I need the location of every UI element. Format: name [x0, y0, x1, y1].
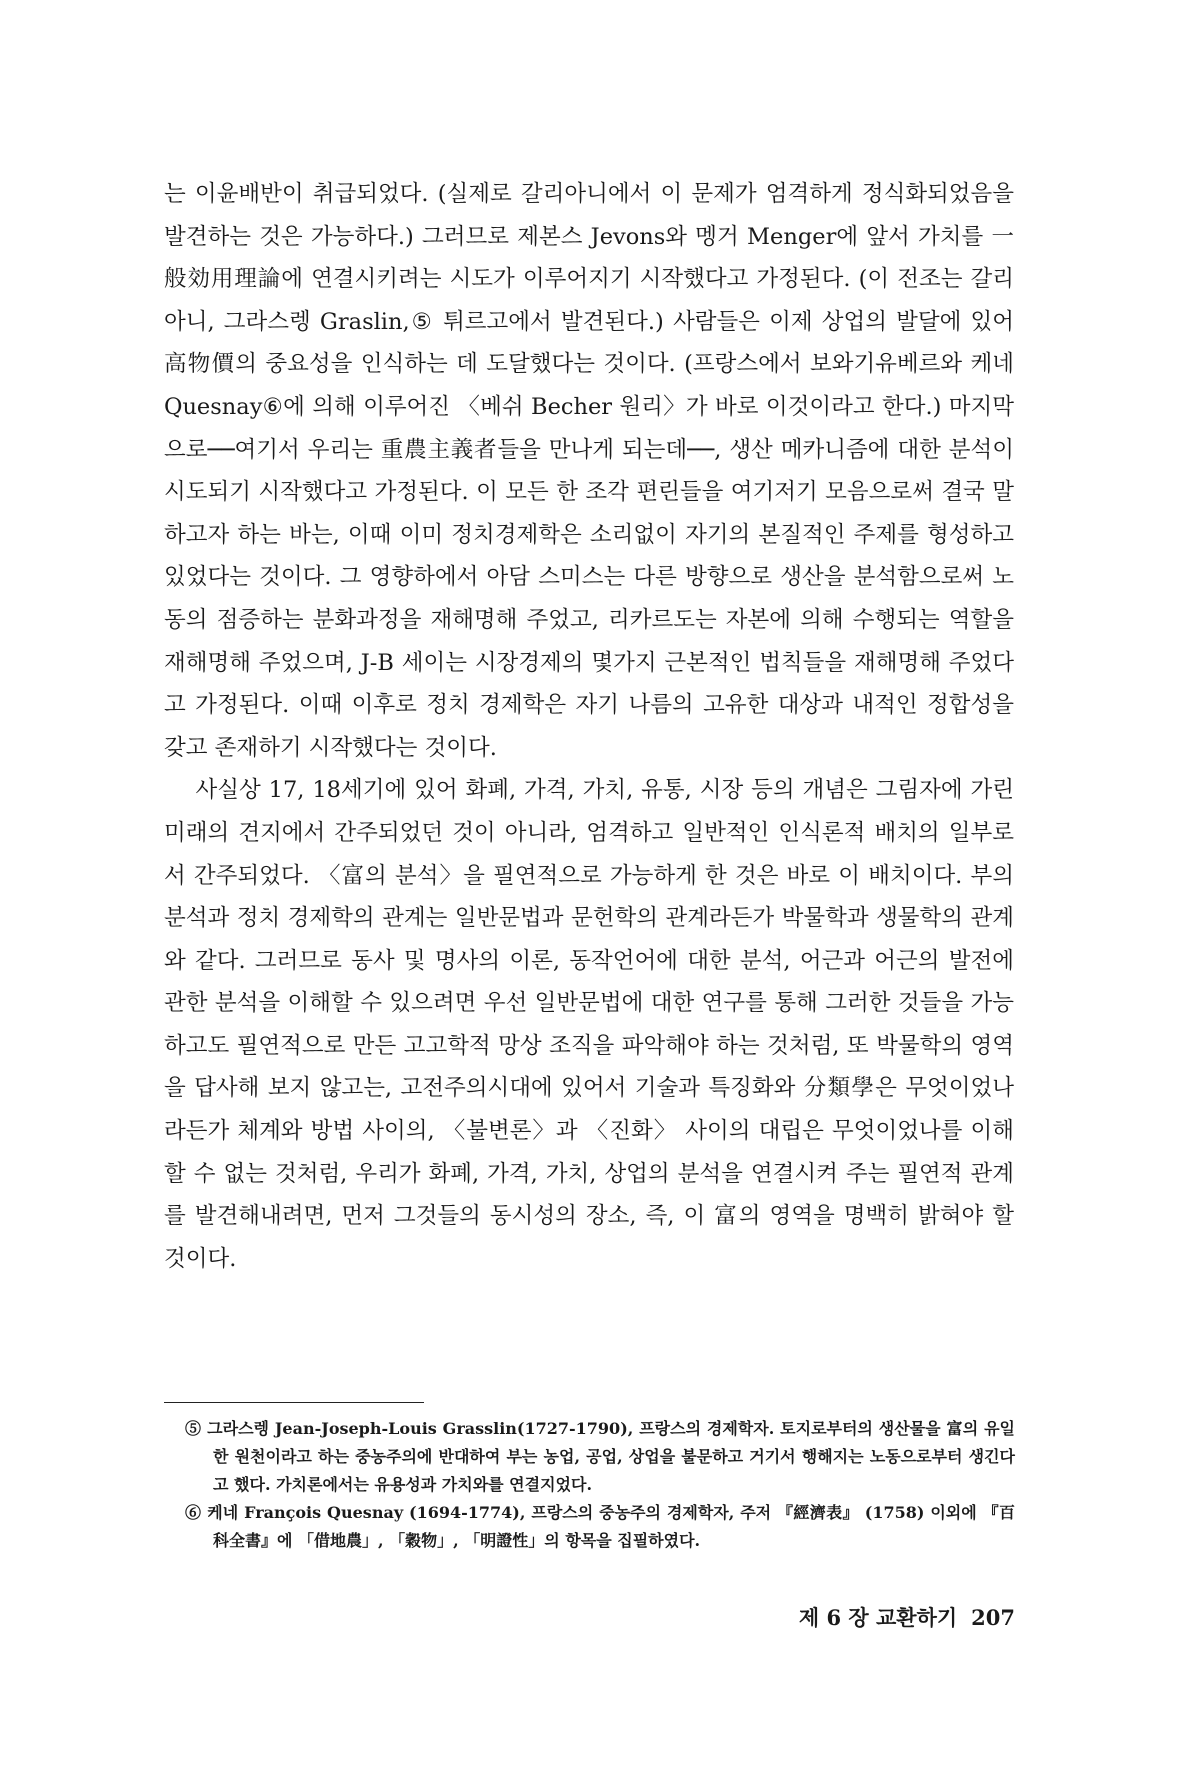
paragraph-2: 사실상 17, 18세기에 있어 화폐, 가격, 가치, 유통, 시장 등의 개념은 그림자에 가린 미래의 견지에서 간주되었던 것이 아니라, 엄격하고 일반적인 인식론적 배치의 일부로서 간주되었다. 〈富의 분석〉을 필연적으로 가능하게 한 것은 바로 이 배치이다. 부의 분석과 정치 경제학의 관계는 일반문법과 문헌학의 관계라든가 박물학과 생물학의 관계와 같다. 그러므로 동사 및 명사의 이론, 동작언어에 대한 분석, 어근과 어근의 발전에 관한 분석을 이해할 수 있으려면 우선 일반문법에 대한 연구를 통해 그러한 것들을 가능하고도 필연적으로 만든 고고학적 망상 조직을 파악해야 하는 것처럼, 또 박물학의 영역을 답사해 보지 않고는, 고전주의시대에 있어서 기술과 특징화와 分類學은 무엇이었나라든가 체계와 방법 사이의, 〈불변론〉과 〈진화〉 사이의 대립은 무엇이었나를 이해할 수 없는 것처럼, 우리가 화폐, 가격, 가치, 상업의 분석을 연결시켜 주는 필연적 관계를 발견해내려면, 먼저 그것들의 동시성의 장소, 즉, 이 富의 영역을 명백히 밝혀야 할 것이다. — [164, 777, 1014, 1272]
footnote-5: ⑤ 그라스렝 Jean-Joseph-Louis Grasslin(1727-1790), 프랑스의 경제학자. 토지로부터의 생산물을 富의 유일한 원천이라고 하는 중농주의에 반대하여 부는 농업, 공업, 상업을 불문하고 거기서 행해지는 노동으로부터 생긴다고 했다. 가치론에서는 유용성과 가치와를 연결지었다. — [185, 1419, 1015, 1494]
paragraph-1: 는 이윤배반이 취급되었다. (실제로 갈리아니에서 이 문제가 엄격하게 정식화되었음을 발견하는 것은 가능하다.) 그러므로 제본스 Jevons와 멩거 Menger에 앞서 가치를 一般効用理論에 연결시키려는 시도가 이루어지기 시작했다고 가정된다. (이 전조는 갈리아니, 그라스렝 Graslin,⑤ 튀르고에서 발견된다.) 사람들은 이제 상업의 발달에 있어 高物價의 중요성을 인식하는 데 도달했다는 것이다. (프랑스에서 보와기유베르와 케네 Quesnay⑥에 의해 이루어진 〈베쉬 Becher 원리〉가 바로 이것이라고 한다.) 마지막으로──여기서 우리는 重農主義者들을 만나게 되는데──, 생산 메카니즘에 대한 분석이 시도되기 시작했다고 가정된다. 이 모든 한 조각 편린들을 여기저기 모음으로써 결국 말하고자 하는 바는, 이때 이미 정치경제학은 소리없이 자기의 본질적인 주제를 형성하고 있었다는 것이다. 그 영향하에서 아담 스미스는 다른 방향으로 생산을 분석함으로써 노동의 점증하는 분화과정을 재해명해 주었고, 리카르도는 자본에 의해 수행되는 역할을 재해명해 주었으며, J-B 세이는 시장경제의 몇가지 근본적인 법칙들을 재해명해 주었다고 가정된다. 이때 이후로 정치 경제학은 자기 나름의 고유한 대상과 내적인 정합성을 갖고 존재하기 시작했다는 것이다. — [164, 181, 1014, 761]
footnote-divider — [164, 1402, 424, 1403]
main-text — [164, 173, 1014, 1280]
footnote-6: ⑥ 케네 François Quesnay (1694-1774), 프랑스의 중농주의 경제학자, 주저 『經濟表』 (1758) 이외에 『百科全書』에 「借地農」, 「穀物」, 「明證性」의 항목을 집필하였다. — [185, 1503, 1015, 1550]
page-footer — [735, 1602, 1015, 1632]
footnotes — [185, 1415, 1015, 1555]
chapter-title: 제 6 장 교환하기 — [798, 1605, 958, 1630]
page-number: 207 — [971, 1605, 1015, 1630]
